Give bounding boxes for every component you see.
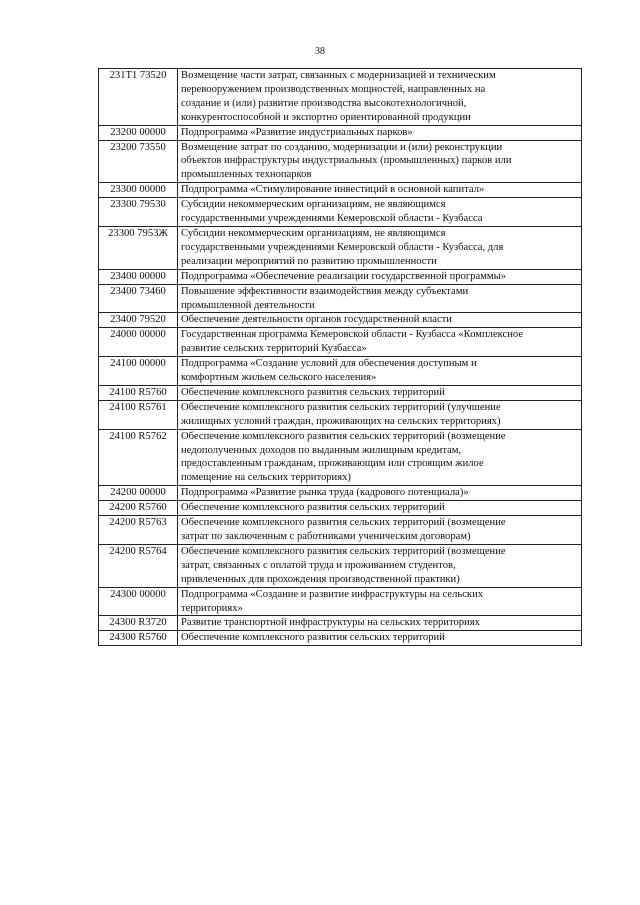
description-line: предоставленным гражданам, проживающим или строящим жилое — [181, 458, 484, 470]
description-line: Обеспечение комплексного развития сельских территорий — [181, 502, 445, 514]
page-number: 38 — [315, 46, 325, 57]
target-article-code: 24000 00000 — [99, 328, 178, 357]
description-line: Обеспечение комплексного развития сельских территорий (возмещение — [181, 545, 506, 557]
article-description — [178, 631, 582, 646]
target-article-code: 23400 79520 — [99, 313, 178, 328]
description-line: Обеспечение комплексного развития сельских территорий (улучшение — [181, 401, 501, 413]
target-article-code: 23200 00000 — [99, 125, 178, 140]
table-row — [99, 198, 582, 227]
article-description — [178, 125, 582, 140]
description-line: Подпрограмма «Стимулирование инвестиций в основной капитал» — [181, 184, 485, 196]
table-row — [99, 269, 582, 284]
article-description — [178, 313, 582, 328]
description-line: Государственная программа Кемеровской области - Кузбасса «Комплексное — [181, 329, 524, 341]
description-line: жилищных условий граждан, проживающих на сельских территориях) — [181, 415, 501, 427]
target-article-code: 23400 73460 — [99, 284, 178, 313]
description-line: помещение на сельских территориях) — [181, 472, 351, 484]
target-article-code: 24100 00000 — [99, 357, 178, 386]
description-line: Субсидии некоммерческим организациям, не являющимся — [181, 227, 446, 239]
article-description — [178, 587, 582, 616]
article-description — [178, 616, 582, 631]
target-article-code: 24200 R5764 — [99, 544, 178, 587]
article-description — [178, 269, 582, 284]
description-line: объектов инфраструктуры индустриальных (промышленных) парков или — [181, 155, 512, 167]
target-article-code: 24300 R5760 — [99, 631, 178, 646]
article-description — [178, 429, 582, 486]
table-row — [99, 516, 582, 545]
target-article-code: 24200 R5760 — [99, 501, 178, 516]
article-description — [178, 284, 582, 313]
description-line: создание и (или) развитие производства высокотехнологичной, — [181, 97, 467, 109]
description-line: Подпрограмма «Создание условий для обеспечения доступным и — [181, 358, 477, 370]
table-row — [99, 385, 582, 400]
target-article-code: 24300 00000 — [99, 587, 178, 616]
table-row — [99, 226, 582, 269]
table-row — [99, 328, 582, 357]
description-line: конкурентоспособной и экспортно ориентированной продукции — [181, 111, 471, 123]
description-line: комфортным жильем сельского населения» — [181, 372, 377, 384]
table-row — [99, 125, 582, 140]
target-article-code: 24300 R3720 — [99, 616, 178, 631]
description-line: реализации мероприятий по развитию промышленности — [181, 255, 437, 267]
target-article-code: 24200 00000 — [99, 486, 178, 501]
budget-code-table — [98, 68, 582, 646]
table-row — [99, 140, 582, 183]
target-article-code: 23400 00000 — [99, 269, 178, 284]
description-line: Субсидии некоммерческим организациям, не являющимся — [181, 199, 446, 211]
description-line: Подпрограмма «Создание и развитие инфраструктуры на сельских — [181, 588, 484, 600]
description-line: государственными учреждениями Кемеровской области - Кузбасса, для — [181, 241, 504, 253]
description-line: перевооружением производственных мощностей, направленных на — [181, 83, 486, 95]
target-article-code: 23200 73550 — [99, 140, 178, 183]
description-line: затрат по заключенным с работниками ученическим договорам) — [181, 531, 471, 542]
article-description — [178, 385, 582, 400]
table-body — [99, 69, 582, 646]
description-line: недополученных доходов по выданным жилищным кредитам, — [181, 444, 462, 456]
description-line: Возмещение части затрат, связанных с модернизацией и техническим — [181, 70, 496, 81]
article-description — [178, 516, 582, 545]
table-row — [99, 631, 582, 646]
table-row — [99, 429, 582, 486]
target-article-code: 23300 00000 — [99, 183, 178, 198]
description-line: развитие сельских территорий Кузбасса» — [181, 343, 367, 355]
description-line: Подпрограмма «Развитие индустриальных парков» — [181, 126, 413, 138]
article-description — [178, 400, 582, 429]
description-line: государственными учреждениями Кемеровской области - Кузбасса — [181, 213, 483, 225]
description-line: Обеспечение комплексного развития сельских территорий (возмещение — [181, 517, 506, 529]
article-description — [178, 183, 582, 198]
table-row — [99, 501, 582, 516]
target-article-code: 24100 R5761 — [99, 400, 178, 429]
description-line: Обеспечение комплексного развития сельских территорий — [181, 386, 445, 398]
target-article-code: 231Т1 73520 — [99, 69, 178, 126]
target-article-code: 23300 7953Ж — [99, 226, 178, 269]
table-row — [99, 486, 582, 501]
description-line: промышленной деятельности — [181, 299, 315, 311]
description-line: Развитие транспортной инфраструктуры на сельских территориях — [181, 617, 480, 629]
description-line: Обеспечение комплексного развития сельских территорий — [181, 632, 445, 644]
table-row — [99, 69, 582, 126]
article-description — [178, 198, 582, 227]
article-description — [178, 486, 582, 501]
article-description — [178, 140, 582, 183]
target-article-code: 24200 R5763 — [99, 516, 178, 545]
table-row — [99, 400, 582, 429]
target-article-code: 24100 R5762 — [99, 429, 178, 486]
article-description — [178, 69, 582, 126]
article-description — [178, 226, 582, 269]
article-description — [178, 501, 582, 516]
table-row — [99, 357, 582, 386]
target-article-code: 23300 79530 — [99, 198, 178, 227]
table-row — [99, 313, 582, 328]
article-description — [178, 328, 582, 357]
description-line: Обеспечение деятельности органов государственной власти — [181, 314, 452, 326]
description-line: Обеспечение комплексного развития сельских территорий (возмещение — [181, 430, 506, 442]
description-line: затрат, связанных с оплатой труда и проживанием студентов, — [181, 559, 456, 571]
article-description — [178, 357, 582, 386]
table-row — [99, 544, 582, 587]
description-line: Возмещение затрат по созданию, модернизации и (или) реконструкции — [181, 141, 503, 153]
target-article-code: 24100 R5760 — [99, 385, 178, 400]
description-line: привлеченных для прохождения производственной практики) — [181, 573, 460, 585]
table-row — [99, 587, 582, 616]
table-row — [99, 183, 582, 198]
description-line: Подпрограмма «Обеспечение реализации государственной программы» — [181, 270, 507, 282]
table-row — [99, 284, 582, 313]
description-line: Повышение эффективности взаимодействия между субъектами — [181, 285, 469, 297]
article-description — [178, 544, 582, 587]
table-row — [99, 616, 582, 631]
description-line: территориях» — [181, 602, 243, 614]
description-line: Подпрограмма «Развитие рынка труда (кадрового потенциала)» — [181, 487, 469, 499]
description-line: промышленных технопарков — [181, 169, 312, 181]
